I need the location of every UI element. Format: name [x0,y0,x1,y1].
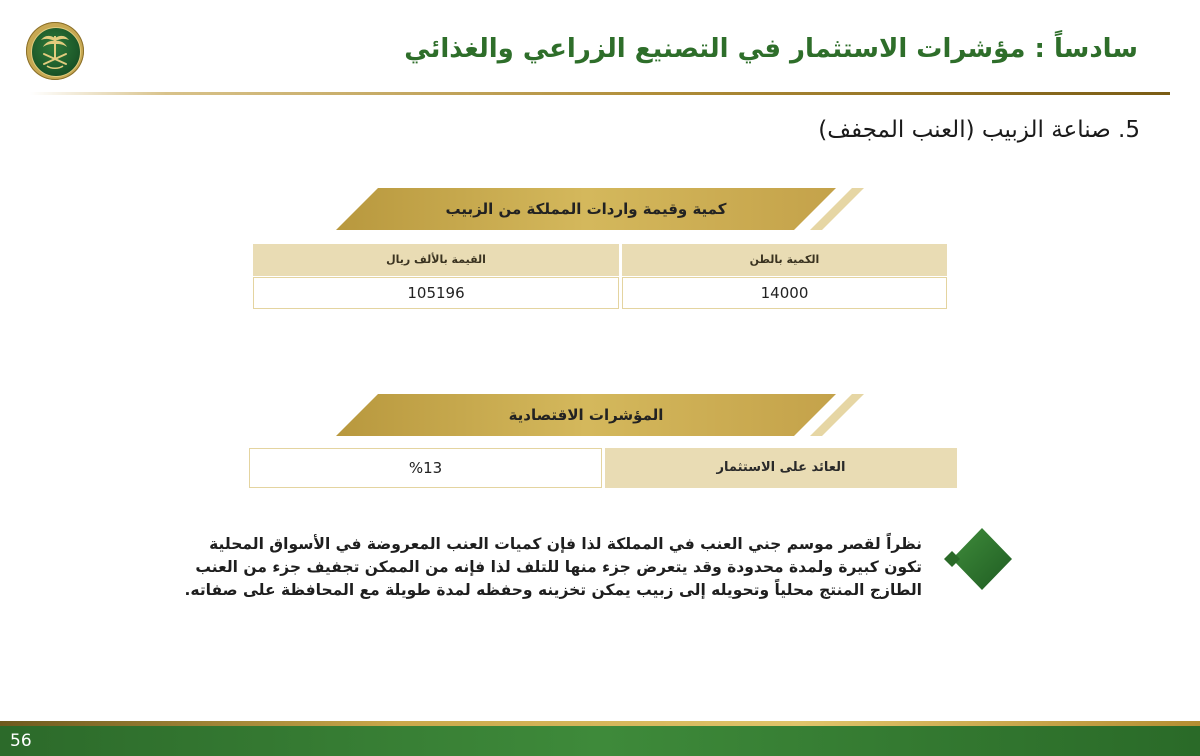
imports-banner [336,188,866,230]
diamond-bullet-icon [938,526,1018,592]
roi-value: %13 [249,448,602,488]
value-value: 105196 [253,277,619,309]
value-header: القيمة بالألف ريال [253,244,619,276]
page-number: 56 [10,731,32,751]
indicators-banner [336,394,866,436]
imports-banner-label: كمية وقيمة واردات المملكة من الزبيب [445,200,727,218]
quantity-header: الكمية بالطن [622,244,947,276]
page-header-title: سادساً : مؤشرات الاستثمار في التصنيع الزراعي والغذائي [404,34,1138,64]
footer-green-band [0,726,1200,756]
roi-label: العائد على الاستثمار [605,448,957,488]
quantity-value: 14000 [622,277,947,309]
section-title: 5. صناعة الزبيب (العنب المجفف) [818,117,1140,143]
raisin-note-paragraph: نظراً لقصر موسم جني العنب في المملكة لذا فإن كميات العنب المعروضة في الأسواق المحلية تكون كبيرة ولمدة محدودة وقد يتعرض جزء منها للتلف لذا فإنه من الممكن تجفيف جزء من العنب الطازج المنتج محلياً وتحويله إلى زبيب يمكن تخزينه وحفظه لمدة طويلة مع المحافظة على صفاته. [184,535,922,599]
indicators-banner-label: المؤشرات الاقتصادية [508,406,664,424]
palm-emblem-icon [35,30,75,72]
ministry-emblem-logo [26,22,84,80]
header-divider [30,92,1170,95]
